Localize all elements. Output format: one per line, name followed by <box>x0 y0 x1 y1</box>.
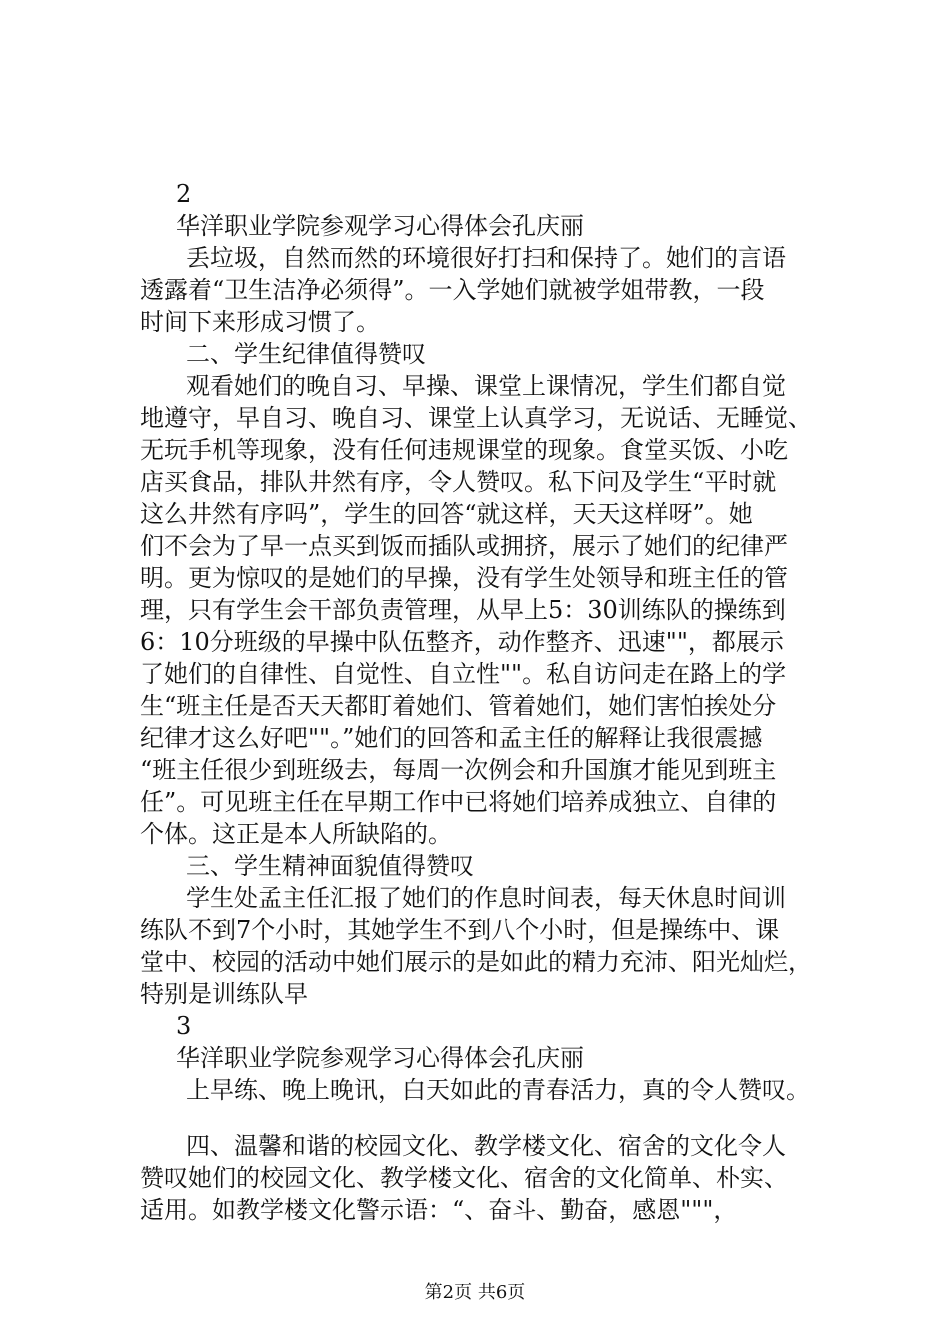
section-heading: 三、学生精神面貌值得赞叹 <box>186 852 474 880</box>
paragraph-line: 透露着“卫生洁净必须得”。一入学她们就被学姐带教，一段 <box>140 276 765 304</box>
paragraph-line: 明。更为惊叹的是她们的早操，没有学生处领导和班主任的管 <box>140 564 788 592</box>
paragraph-line: 丢垃圾，自然而然的环境很好打扫和保持了。她们的言语 <box>186 244 786 272</box>
paragraph-line: 这么井然有序吗”，学生的回答“就这样，天天这样呀”。她 <box>140 500 753 528</box>
paragraph-line: 特别是训练队早 <box>140 980 308 1008</box>
page-footer: 第2页 共6页 <box>424 1282 526 1303</box>
paragraph-line: 练队不到7个小时，其她学生不到八个小时，但是操练中、课 <box>140 916 780 944</box>
paragraph-line: 观看她们的晚自习、早操、课堂上课情况，学生们都自觉 <box>186 372 786 400</box>
page-number-marker: 2 <box>176 180 192 208</box>
paragraph-line: 纪律才这么好吧""。”她们的回答和孟主任的解释让我很震撼 <box>140 724 763 752</box>
paragraph-line: 们不会为了早一点买到饭而插队或拥挤，展示了她们的纪律严 <box>140 532 788 560</box>
paragraph-line: 生“班主任是否天天都盯着她们、管着她们，她们害怕挨处分 <box>140 692 777 720</box>
paragraph-line: 理，只有学生会干部负责管理，从早上5：30训练队的操练到 <box>140 596 786 624</box>
running-header: 华洋职业学院参观学习心得体会孔庆丽 <box>176 1044 584 1072</box>
paragraph-line: 个体。这正是本人所缺陷的。 <box>140 820 452 848</box>
paragraph-line: 堂中、校园的活动中她们展示的是如此的精力充沛、阳光灿烂， <box>140 948 812 976</box>
paragraph-line: 了她们的自律性、自觉性、自立性""。私自访问走在路上的学 <box>140 660 787 688</box>
paragraph-line: “班主任很少到班级去，每周一次例会和升国旗才能见到班主 <box>140 756 777 784</box>
section-heading: 二、学生纪律值得赞叹 <box>186 340 426 368</box>
paragraph-line: 地遵守，早自习、晚自习、课堂上认真学习，无说话、无睡觉、 <box>140 404 812 432</box>
paragraph-line: 时间下来形成习惯了。 <box>140 308 380 336</box>
paragraph-line: 赞叹她们的校园文化、教学楼文化、宿舍的文化简单、朴实、 <box>140 1164 788 1192</box>
paragraph-line: 无玩手机等现象，没有任何违规课堂的现象。食堂买饭、小吃 <box>140 436 788 464</box>
paragraph-line: 任”。可见班主任在早期工作中已将她们培养成独立、自律的 <box>140 788 777 816</box>
paragraph-line: 上早练、晚上晚讯，白天如此的青春活力，真的令人赞叹。 <box>186 1076 810 1104</box>
running-header: 华洋职业学院参观学习心得体会孔庆丽 <box>176 212 584 240</box>
paragraph-line: 适用。如教学楼文化警示语：“、奋斗、勤奋，感恩"""， <box>140 1196 738 1224</box>
section-heading: 四、温馨和谐的校园文化、教学楼文化、宿舍的文化令人 <box>186 1132 786 1160</box>
paragraph-line: 6：10分班级的早操中队伍整齐，动作整齐、迅速""，都展示 <box>140 628 784 656</box>
paragraph-line: 学生处孟主任汇报了她们的作息时间表，每天休息时间训 <box>186 884 786 912</box>
page-number-marker: 3 <box>176 1012 192 1040</box>
paragraph-line: 店买食品，排队井然有序，令人赞叹。私下问及学生“平时就 <box>140 468 777 496</box>
